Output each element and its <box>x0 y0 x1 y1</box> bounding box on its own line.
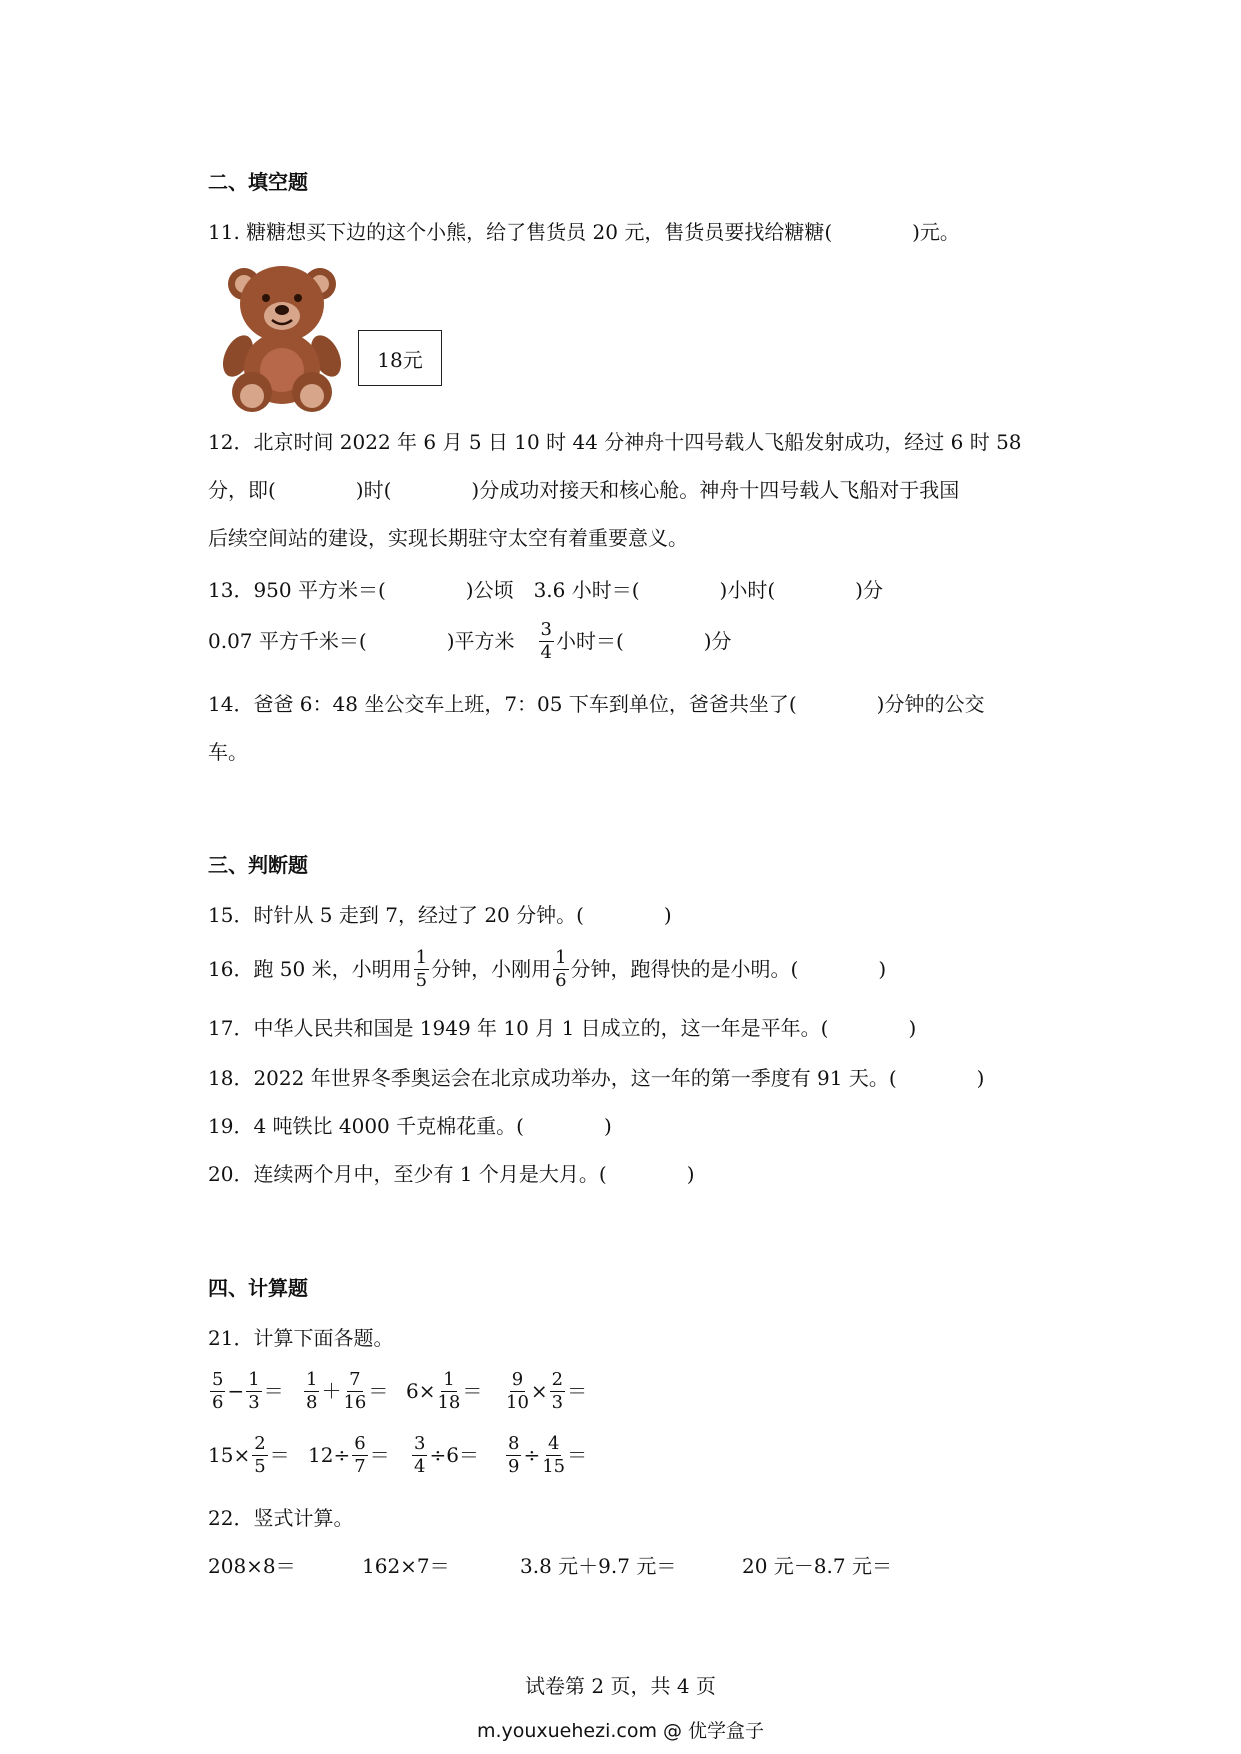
fraction-numerator: 1 <box>415 947 428 968</box>
price-tag: 18元 <box>358 330 442 386</box>
operator: ＋ <box>321 1379 342 1404</box>
fraction-numerator: 1 <box>555 947 567 968</box>
fraction-denominator: 7 <box>354 1455 366 1477</box>
expr-r2-4 <box>504 1434 587 1477</box>
fraction-denominator: 18 <box>437 1391 461 1413</box>
fraction <box>252 1434 267 1477</box>
expression-prefix: 6× <box>406 1379 436 1404</box>
section-heading-calculation: 四、计算题 <box>208 1276 308 1300</box>
fraction-denominator: 15 <box>542 1455 566 1477</box>
fraction <box>246 1370 261 1413</box>
expression-prefix: 12÷ <box>308 1443 351 1468</box>
fraction <box>506 1370 529 1413</box>
question-12-line-1: 12．北京时间 2022 年 6 月 5 日 10 时 44 分神舟十四号载人飞船发射成功，经过 6 时 58 <box>208 430 1022 454</box>
operator: − <box>227 1379 245 1404</box>
question-14-line-1: 14．爸爸 6：48 坐公交车上班，7：05 下车到单位，爸爸共坐了( )分钟的公交 <box>208 692 985 716</box>
fraction-numerator: 2 <box>551 1369 564 1390</box>
equals-sign: ＝ <box>269 1443 290 1468</box>
question-19: 19．4 吨铁比 4000 千克棉花重。( ) <box>208 1114 612 1138</box>
question-18: 18．2022 年世界冬季奥运会在北京成功举办，这一年的第一季度有 91 天。( ) <box>208 1066 985 1090</box>
fraction <box>542 1434 565 1477</box>
fraction <box>412 1434 427 1477</box>
fraction-numerator: 9 <box>511 1369 524 1390</box>
expression-prefix: 15× <box>208 1443 251 1468</box>
question-13-part-a: 0.07 平方千米＝( )平方米 <box>208 629 515 654</box>
equals-sign: ＝ <box>368 1379 389 1404</box>
question-13-line-2 <box>208 620 732 663</box>
expr-r1-1 <box>208 1370 284 1413</box>
fraction <box>437 1370 460 1413</box>
question-17: 17．中华人民共和国是 1949 年 10 月 1 日成立的，这一年是平年。( ) <box>208 1016 917 1040</box>
expr-r1-4 <box>504 1370 587 1413</box>
question-16 <box>208 948 886 991</box>
fraction <box>352 1434 367 1477</box>
fraction-denominator: 3 <box>248 1391 260 1413</box>
question-15: 15．时针从 5 走到 7，经过了 20 分钟。( ) <box>208 903 672 927</box>
question-22: 22．竖式计算。 <box>208 1506 354 1530</box>
operator: × <box>530 1379 548 1404</box>
equals-sign: ＝ <box>263 1379 284 1404</box>
fraction-denominator: 9 <box>508 1455 520 1477</box>
fraction-numerator: 4 <box>547 1433 560 1454</box>
fraction-numerator: 3 <box>540 619 552 640</box>
site-watermark: m.youxuehezi.com @ 优学盒子 <box>476 1720 765 1742</box>
fraction-denominator: 5 <box>415 969 428 991</box>
equals-sign: ＝ <box>567 1379 588 1404</box>
fraction-denominator: 4 <box>540 641 552 663</box>
vertical-calc-2: 162×7＝ <box>362 1554 450 1578</box>
page-number: 试卷第 2 页，共 4 页 <box>525 1674 716 1698</box>
question-14-line-2: 车。 <box>208 740 248 764</box>
fraction <box>506 1434 521 1477</box>
fraction-numerator: 7 <box>349 1369 361 1390</box>
fraction-numerator: 5 <box>212 1369 224 1390</box>
question-21: 21．计算下面各题。 <box>208 1326 394 1350</box>
equals-sign: ＝ <box>567 1443 588 1468</box>
fraction-denominator: 4 <box>414 1455 426 1477</box>
fraction-three-quarters <box>539 620 554 663</box>
fraction-numerator: 1 <box>306 1369 318 1390</box>
section-heading-fill-blank: 二、填空题 <box>208 170 308 194</box>
fraction-denominator: 6 <box>212 1391 224 1413</box>
expression-suffix: ÷6＝ <box>429 1443 479 1468</box>
operator: ÷ <box>523 1443 541 1468</box>
question-16-part-b: 分钟，小刚用 <box>431 957 552 982</box>
fraction-one-fifth <box>414 948 429 991</box>
question-12-line-2: 分，即( )时( )分成功对接天和核心舱。神舟十四号载人飞船对于我国 <box>208 478 960 502</box>
fraction <box>343 1370 366 1413</box>
equals-sign: ＝ <box>462 1379 483 1404</box>
vertical-calc-4: 20 元－8.7 元＝ <box>742 1554 892 1578</box>
expr-r2-2 <box>308 1434 390 1477</box>
vertical-calc-1: 208×8＝ <box>208 1554 296 1578</box>
fraction-denominator: 3 <box>551 1391 564 1413</box>
question-20: 20．连续两个月中，至少有 1 个月是大月。( ) <box>208 1162 695 1186</box>
question-11: 11. 糖糖想买下边的这个小熊，给了售货员 20 元，售货员要找给糖糖( )元。 <box>208 220 960 244</box>
equals-sign: ＝ <box>369 1443 390 1468</box>
question-16-part-c: 分钟，跑得快的是小明。( ) <box>570 957 887 982</box>
fraction-denominator: 10 <box>506 1391 529 1413</box>
expr-r2-1 <box>208 1434 290 1477</box>
expr-r2-3 <box>410 1434 479 1477</box>
fraction-numerator: 1 <box>443 1369 455 1390</box>
question-13-line-1: 13．950 平方米＝( )公顷 3.6 小时＝( )小时( )分 <box>208 578 883 602</box>
fraction-denominator: 6 <box>555 969 567 991</box>
fraction-denominator: 8 <box>306 1391 318 1413</box>
fraction-numerator: 1 <box>248 1369 260 1390</box>
teddy-bear-icon <box>222 260 342 414</box>
expr-r1-2 <box>302 1370 388 1413</box>
vertical-calc-3: 3.8 元＋9.7 元＝ <box>520 1554 677 1578</box>
fraction <box>210 1370 225 1413</box>
fraction-numerator: 6 <box>354 1433 366 1454</box>
fraction-denominator: 16 <box>343 1391 367 1413</box>
fraction-one-sixth <box>553 948 568 991</box>
section-heading-true-false: 三、判断题 <box>208 853 308 877</box>
fraction <box>550 1370 565 1413</box>
question-13-part-b: 小时＝( )分 <box>555 629 732 654</box>
expr-r1-3 <box>406 1370 482 1413</box>
fraction-numerator: 8 <box>508 1433 520 1454</box>
fraction-numerator: 3 <box>414 1433 426 1454</box>
fraction <box>304 1370 319 1413</box>
fraction-denominator: 5 <box>254 1455 266 1477</box>
question-16-part-a: 16．跑 50 米，小明用 <box>208 957 412 982</box>
fraction-numerator: 2 <box>254 1433 266 1454</box>
question-12-line-3: 后续空间站的建设，实现长期驻守太空有着重要意义。 <box>208 526 688 550</box>
